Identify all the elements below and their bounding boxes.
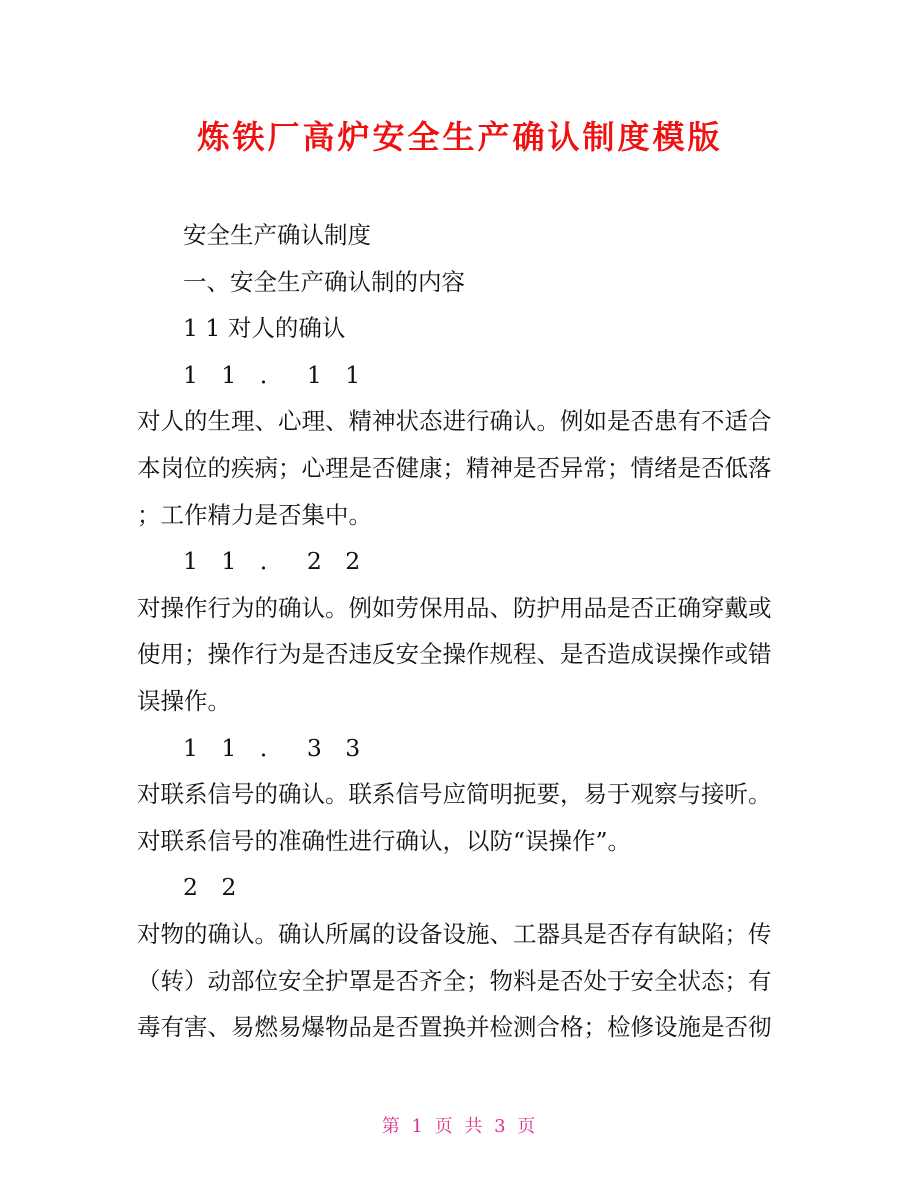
text-line: 对联系信号的确认。联系信号应简明扼要，易于观察与接听。 xyxy=(137,780,772,809)
text-line: 误操作。 xyxy=(137,686,231,715)
text-line: 本岗位的疾病；心理是否健康；精神是否异常；情绪是否低落 xyxy=(137,453,772,482)
text-line: 1 1 ． 3 3 xyxy=(183,733,369,762)
text-line: ；工作精力是否集中。 xyxy=(137,500,372,529)
text-line: 对人的生理、心理、精神状态进行确认。例如是否患有不适合 xyxy=(137,407,772,436)
text-line: 1 1 对人的确认 xyxy=(183,314,346,343)
text-line: 2 2 xyxy=(183,873,245,902)
text-line: 安全生产确认制度 xyxy=(183,221,371,249)
text-line: 1 1 ． 1 1 xyxy=(183,360,369,389)
text-line: （转）动部位安全护罩是否齐全；物料是否处于安全状态；有 xyxy=(137,966,772,995)
text-line: 一、安全生产确认制的内容 xyxy=(183,267,465,296)
text-line: 1 1 ． 2 2 xyxy=(183,547,369,576)
text-line: 对物的确认。确认所属的设备设施、工器具是否存有缺陷；传 xyxy=(137,919,772,948)
document-body xyxy=(137,212,797,1051)
text-line: 使用；操作行为是否违反安全操作规程、是否造成误操作或错 xyxy=(137,640,772,669)
page-number-footer: 第 1 页 共 3 页 xyxy=(381,1116,539,1137)
text-line: 对操作行为的确认。例如劳保用品、防护用品是否正确穿戴或 xyxy=(137,593,772,622)
text-line: 毒有害、易燃易爆物品是否置换并检测合格；检修设施是否彻 xyxy=(137,1013,772,1042)
text-line: 对联系信号的准确性进行确认，以防“误操作”。 xyxy=(137,826,632,855)
document-title: 炼铁厂高炉安全生产确认制度模版 xyxy=(197,118,723,156)
